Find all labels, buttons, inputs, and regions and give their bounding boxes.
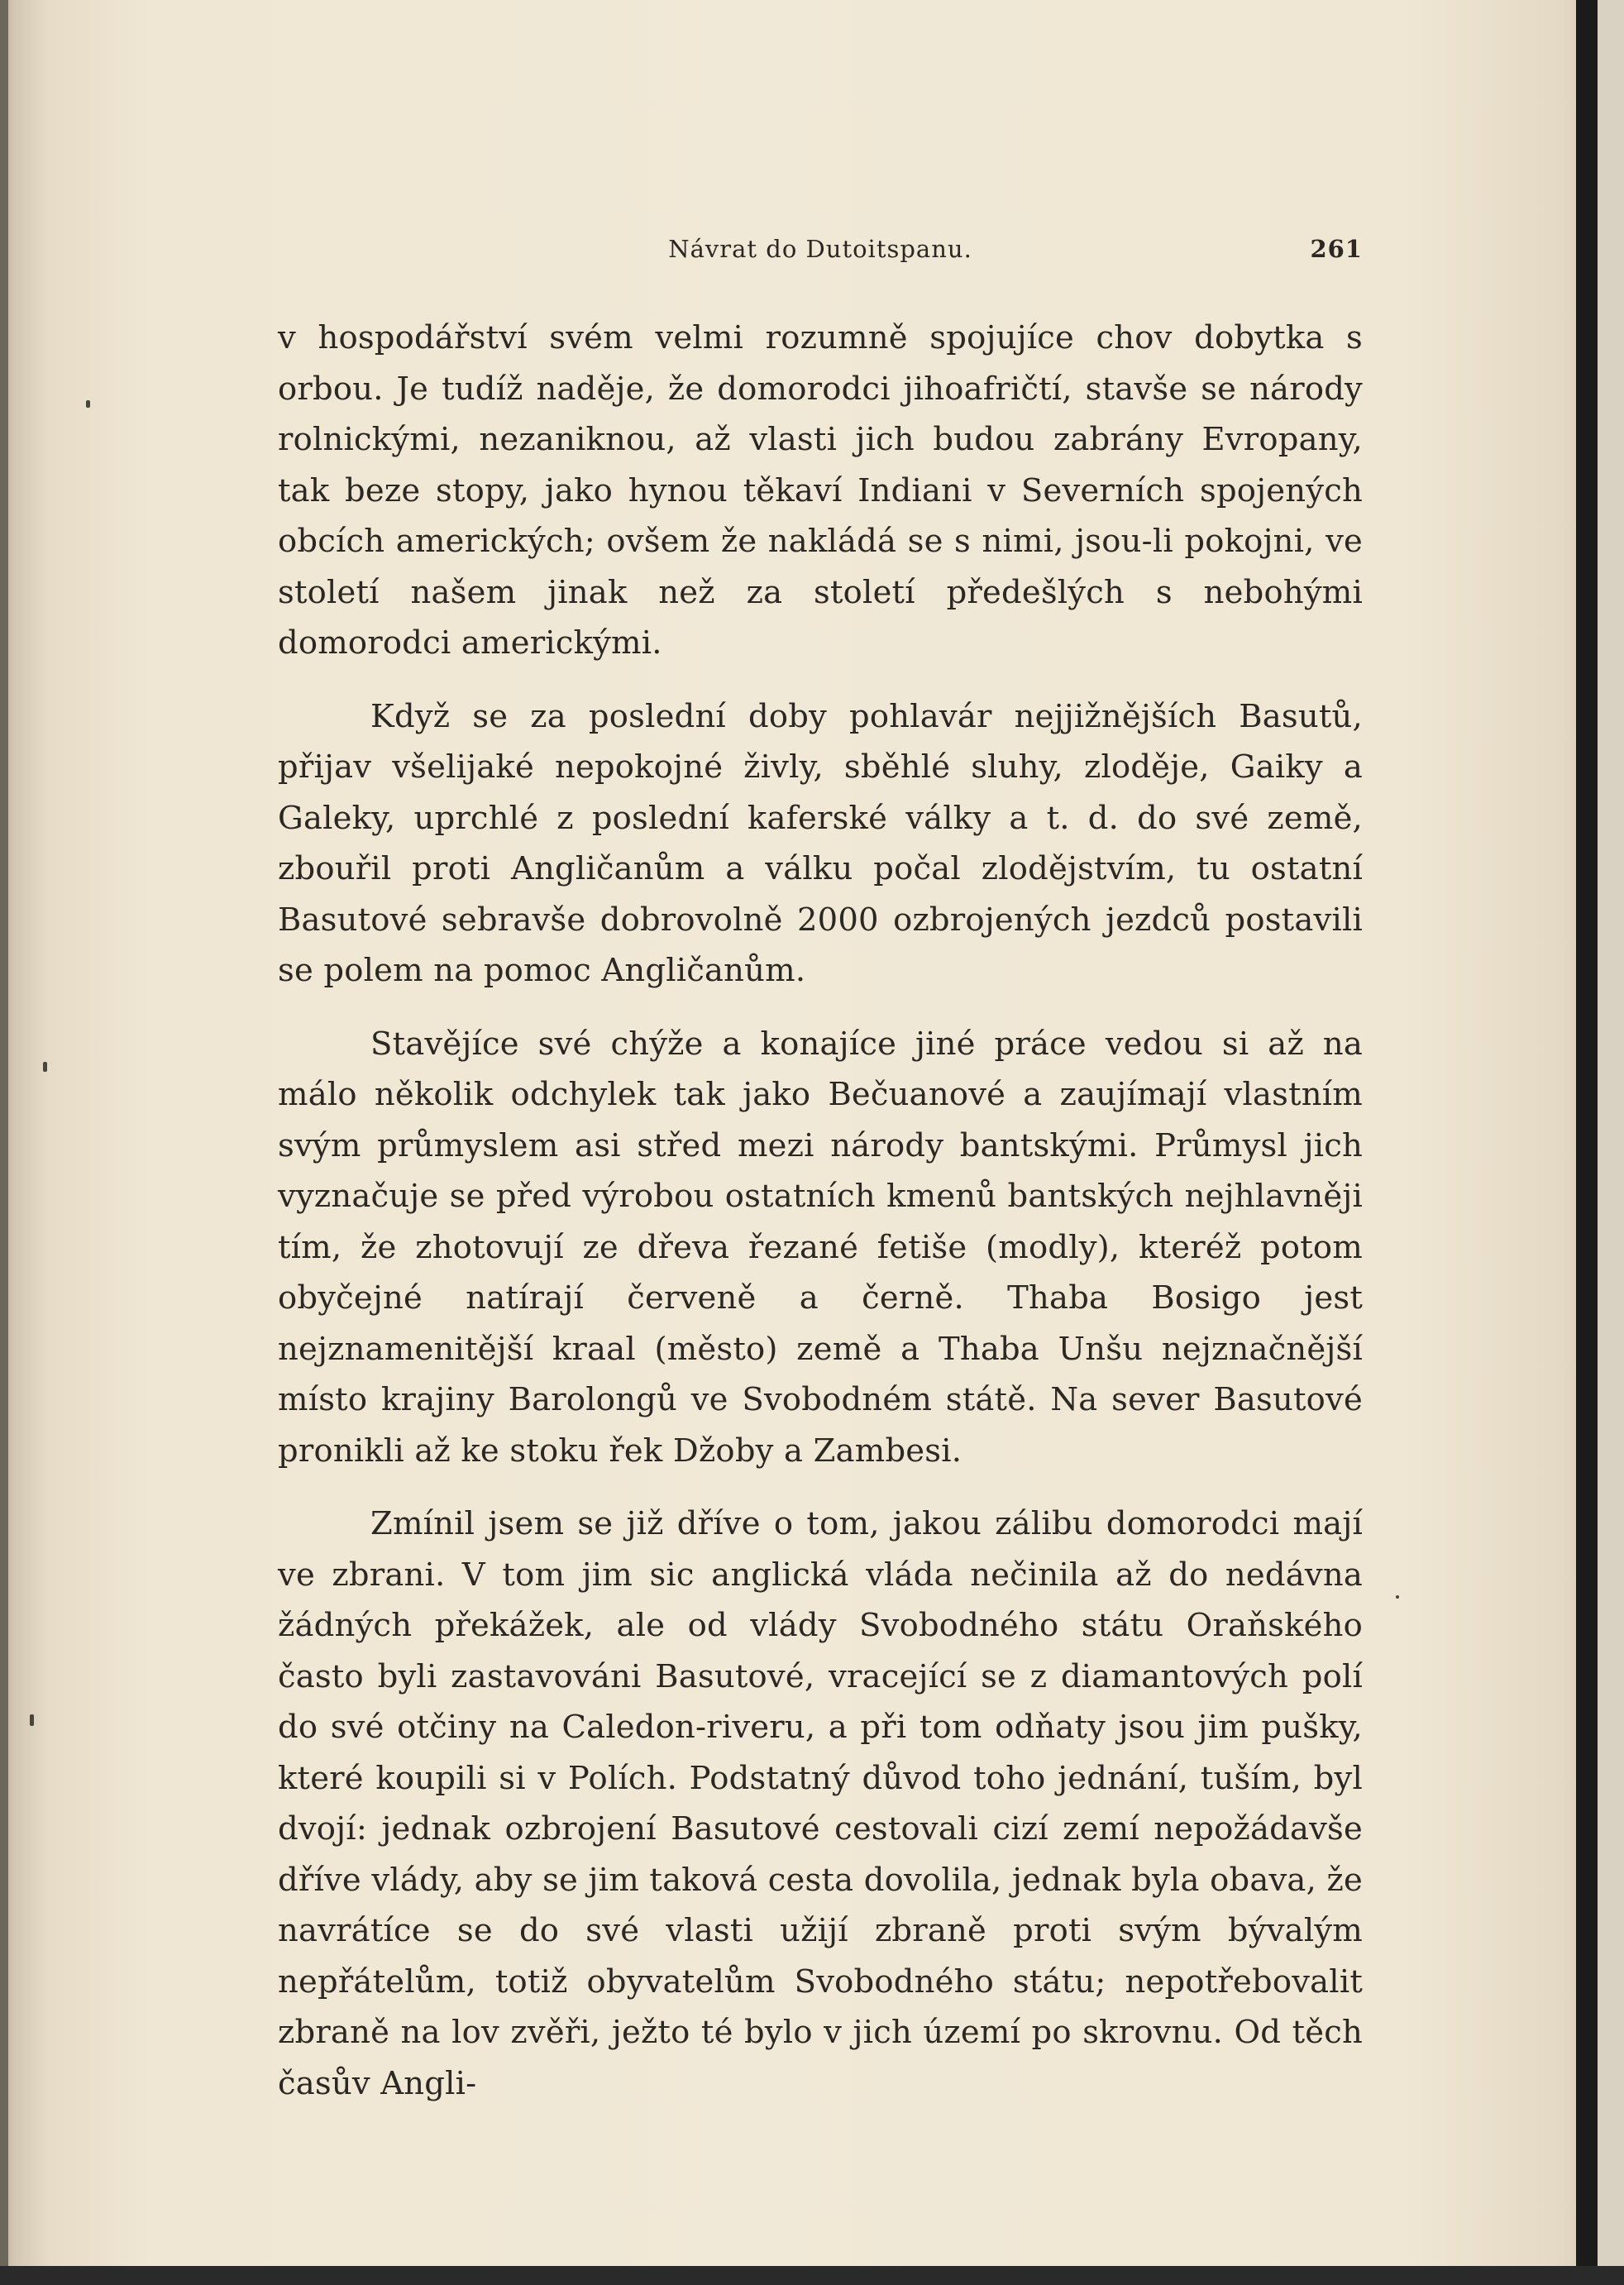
scan-margin-right (1598, 0, 1624, 2285)
paragraph: Když se za poslední doby pohlavár nejjižnějších Basutů, přijav všelijaké nepokojné živly, sběhlé sluhy, zloděje, Gaiky a Galeky, uprchlé z poslední kaferské války a t. d. do své země, zbouřil proti Angličanům a válku počal zlodějstvím, tu ostatní Basutové sebravše dobrovolně 2000 ozbrojených jezdců postavili se polem na pomoc Angličanům. (278, 697, 1363, 989)
scan-border-right (1576, 0, 1598, 2285)
scan-border-bottom (0, 2266, 1624, 2285)
paper-speck (43, 1062, 47, 1072)
paper-speck (86, 400, 90, 408)
body-text (278, 313, 1363, 2109)
paper-speck (30, 1714, 34, 1726)
paragraph: Stavějíce své chýže a konajíce jiné práce vedou si až na málo několik odchylek tak jako Bečuanové a zaujímají vlastním svým průmyslem asi střed mezi národy bantskými. Průmysl jich vyznačuje se před výrobou ostatních kmenů bantských nejhlavněji tím, že zhotovují ze dřeva řezané fetiše (modly), kteréž potom obyčejné natírají červeně a černě. Thaba Bosigo jest nejznamenitější kraal (město) země a Thaba Unšu nejznačnější místo krajiny Barolongů ve Svobodném státě. Na sever Basutové pronikli až ke stoku řek Džoby a Zambesi. (278, 1025, 1363, 1470)
paragraph: Zmínil jsem se již dříve o tom, jakou zálibu domorodci mají ve zbrani. V tom jim sic anglická vláda nečinila až do nedávna žádných překážek, ale od vlády Svobodného státu Oraňského často byli zastavováni Basutové, vracející se z diamantových polí do své otčiny na Caledon-riveru, a při tom odňaty jsou jim pušky, které koupili si v Polích. Podstatný důvod toho jednání, tuším, byl dvojí: jednak ozbrojení Basutové cestovali cizí zemí nepožádavše dříve vlády, aby se jim taková cesta dovolila, jednak byla obava, že navrátíce se do své vlasti užijí zbraně proti svým bývalým nepřátelům, totiž obyvatelům Svobodného státu; nepotřebovalit zbraně na lov zvěři, ježto té bylo v jich území po skrovnu. Od těch časův Angli- (278, 1505, 1363, 2102)
page-number: 261 (1310, 235, 1363, 263)
book-page (278, 223, 1363, 2131)
paragraph: v hospodářství svém velmi rozumně spojujíce chov dobytka s orbou. Je tudíž naděje, že domorodci jihoafričtí, stavše se národy rolnickými, nezaniknou, až vlasti jich budou zabrány Evropany, tak beze stopy, jako hynou těkaví Indiani v Severních spojených obcích amerických; ovšem že nakládá se s nimi, jsou-li pokojni, ve století našem jinak než za století předešlých s nebohými domorodci americkými. (278, 319, 1363, 662)
running-head (278, 223, 1363, 273)
chapter-title: Návrat do Dutoitspanu. (668, 235, 972, 263)
book-spine-edge (0, 0, 8, 2285)
paper-speck (1396, 1595, 1399, 1599)
